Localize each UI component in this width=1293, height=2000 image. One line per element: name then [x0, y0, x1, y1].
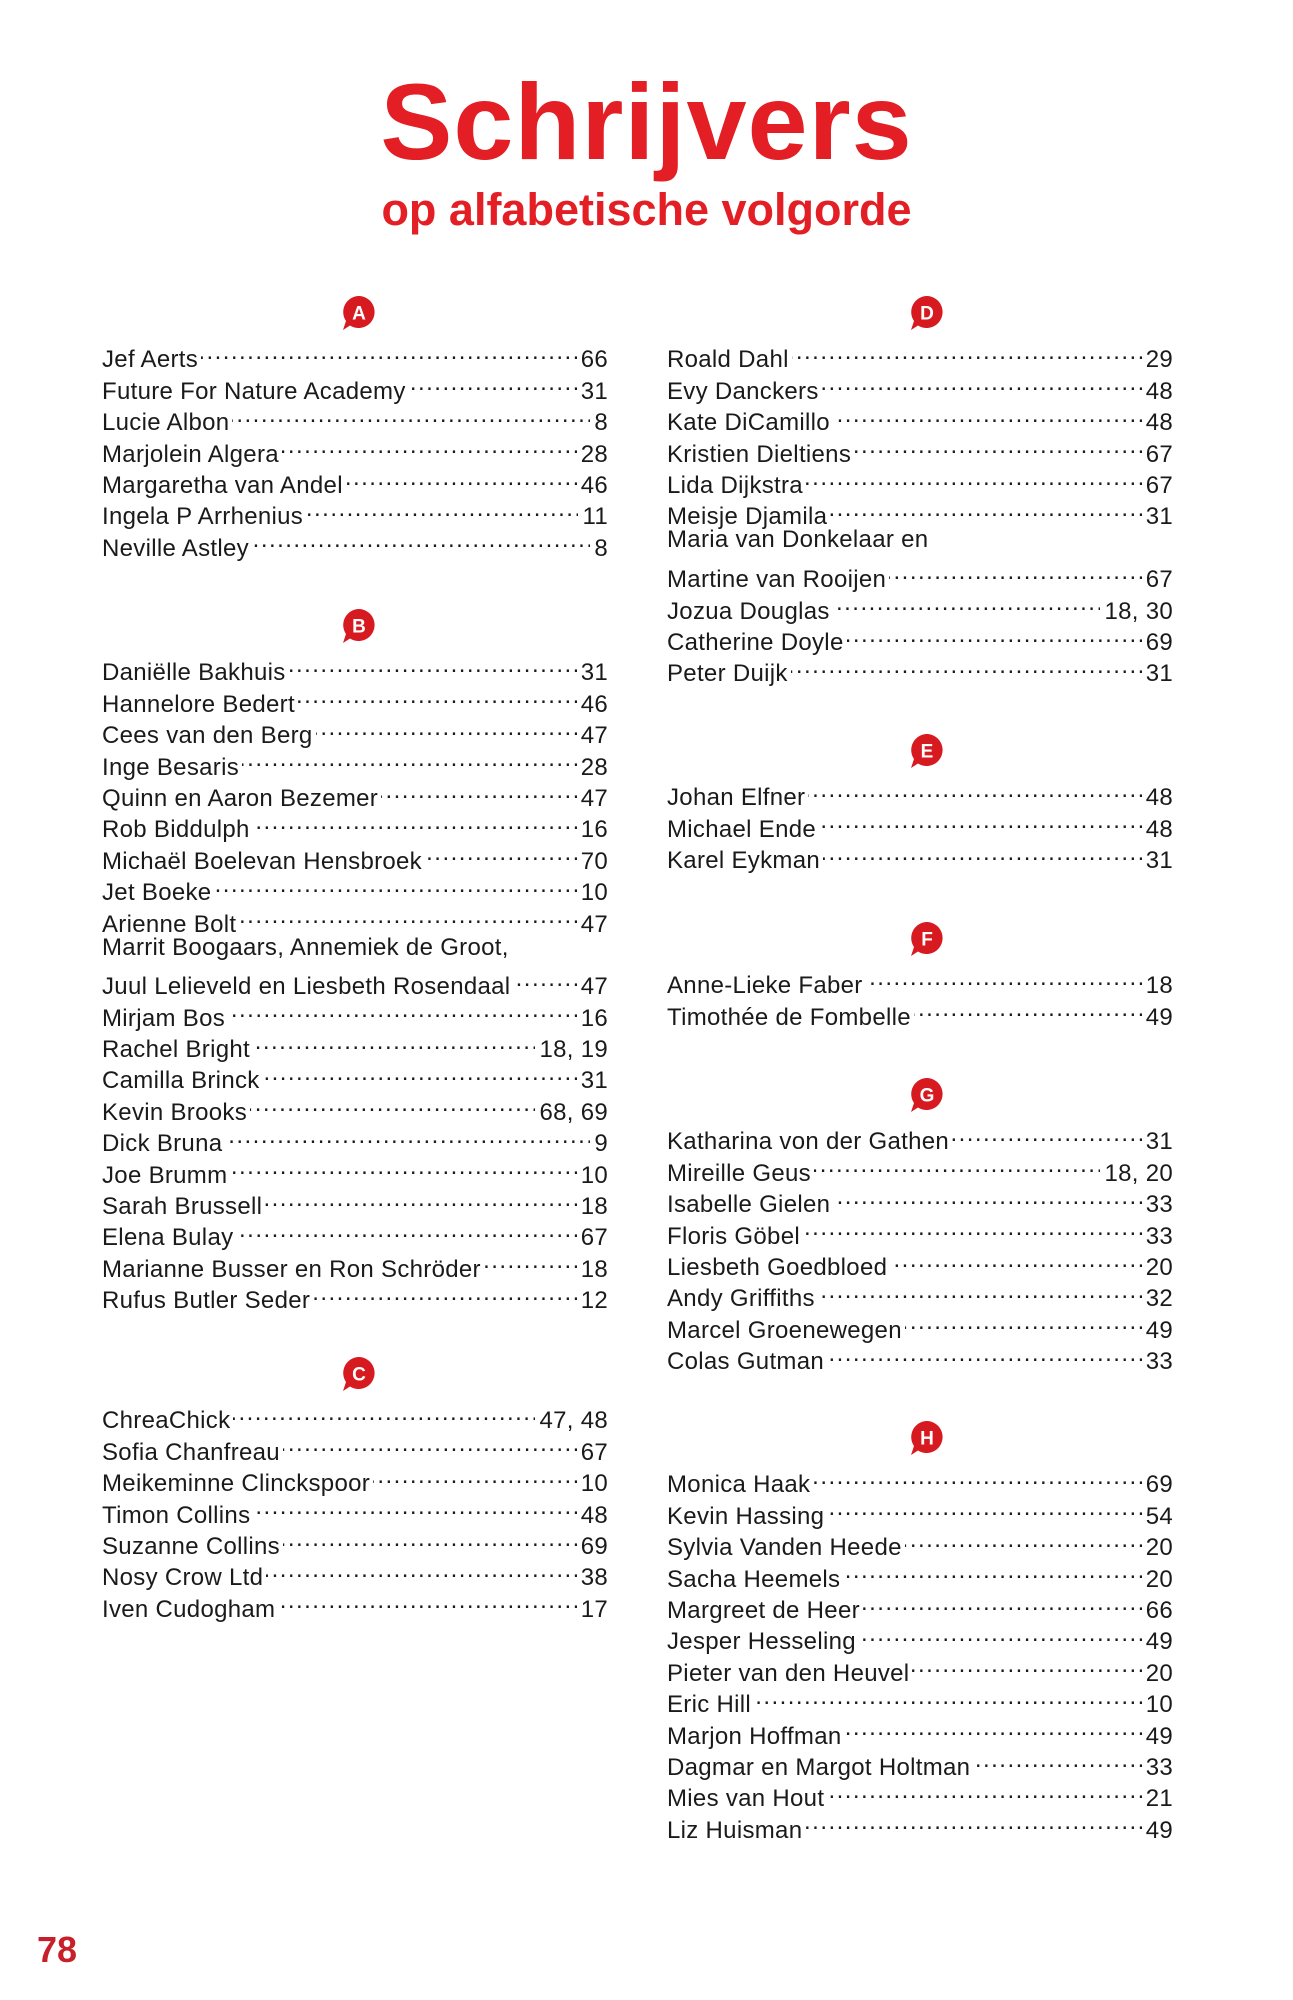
page-reference: 10	[580, 1470, 608, 1498]
page-reference: 47	[580, 910, 608, 938]
page-reference: 33	[1145, 1348, 1173, 1376]
author-name: Maria van Donkelaar en	[667, 526, 929, 554]
page-reference: 20	[1145, 1659, 1173, 1687]
page-reference: 68, 69	[539, 1098, 608, 1126]
dot-leader	[253, 806, 577, 837]
page-reference: 10	[1145, 1691, 1173, 1719]
page-reference: 69	[1145, 628, 1173, 656]
author-name: Sylvia Vanden Heede	[667, 1534, 902, 1562]
author-name: Future For Nature Academy	[102, 377, 406, 405]
dot-leader	[754, 1681, 1142, 1712]
dot-leader	[890, 1244, 1141, 1275]
dot-leader	[225, 1120, 590, 1151]
page-reference: 18, 19	[539, 1036, 608, 1064]
dot-leader	[266, 1554, 576, 1585]
dot-leader	[242, 743, 577, 774]
author-list	[667, 774, 1173, 875]
dot-leader	[232, 399, 590, 430]
page-reference: 18	[1145, 972, 1173, 1000]
author-entry	[667, 336, 1173, 374]
author-name: Evy Danckers	[667, 377, 819, 405]
page-reference: 49	[1145, 1816, 1173, 1844]
page-reference: 70	[580, 847, 608, 875]
author-name: Marrit Boogaars, Annemiek de Groot,	[102, 933, 509, 961]
dot-leader	[914, 993, 1142, 1024]
author-name: Suzanne Collins	[102, 1532, 280, 1560]
author-name: Isabelle Gielen	[667, 1191, 831, 1219]
author-list	[667, 336, 1173, 688]
author-name: Timon Collins	[102, 1501, 251, 1529]
dot-leader	[859, 1618, 1142, 1649]
page-reference: 18	[580, 1255, 608, 1283]
page-reference: 31	[1145, 1128, 1173, 1156]
dot-leader	[866, 962, 1142, 993]
page-reference: 16	[580, 816, 608, 844]
page-reference: 31	[580, 1067, 608, 1095]
dot-leader	[792, 336, 1142, 367]
author-entry	[667, 962, 1173, 1000]
page-reference: 31	[580, 659, 608, 687]
author-name: Kevin Brooks	[102, 1098, 247, 1126]
page-reference: 49	[1145, 1003, 1173, 1031]
letter-e-badge-icon	[907, 732, 943, 768]
dot-leader	[843, 1555, 1141, 1586]
page-reference: 67	[1145, 440, 1173, 468]
letter-f-badge-icon	[907, 920, 943, 956]
author-entry	[667, 774, 1173, 812]
author-name: Mies van Hout	[667, 1785, 825, 1813]
page-reference: 67	[1145, 566, 1173, 594]
author-name: Margaretha van Andel	[102, 471, 343, 499]
author-name: Arienne Bolt	[102, 910, 237, 938]
page-reference: 11	[582, 503, 608, 531]
dot-leader	[250, 1088, 535, 1119]
author-name: Rufus Butler Seder	[102, 1287, 311, 1315]
author-name: Marcel Groenewegen	[667, 1316, 902, 1344]
author-name: Mireille Geus	[667, 1159, 811, 1187]
author-list	[102, 649, 608, 1315]
dot-leader	[253, 1491, 576, 1522]
author-entry	[102, 649, 608, 687]
dot-leader	[833, 1181, 1141, 1212]
page-reference: 67	[1145, 471, 1173, 499]
author-name: Michael Ende	[667, 815, 817, 843]
page-title: Schrijvers	[380, 61, 913, 182]
dot-leader	[819, 805, 1142, 836]
page-reference: 8	[594, 409, 608, 437]
page-reference: 33	[1145, 1222, 1173, 1250]
dot-leader	[214, 869, 576, 900]
dot-leader	[854, 430, 1142, 461]
author-entry	[667, 556, 1173, 594]
page-reference: 33	[1145, 1753, 1173, 1781]
page-reference: 49	[1145, 1316, 1173, 1344]
page-reference: 31	[1145, 847, 1173, 875]
page-reference: 38	[580, 1564, 608, 1592]
dot-leader	[289, 649, 577, 680]
svg-text:D: D	[920, 303, 934, 325]
page-reference: 9	[594, 1130, 608, 1158]
author-name: Quinn en Aaron Bezemer	[102, 784, 379, 812]
dot-leader	[952, 1118, 1142, 1149]
author-name: Timothée de Fombelle	[667, 1003, 911, 1031]
author-name: Sofia Chanfreau	[102, 1438, 280, 1466]
dot-leader	[806, 462, 1142, 493]
author-name: Juul Lelieveld en Liesbeth Rosendaal	[102, 973, 511, 1001]
page-reference: 46	[580, 471, 608, 499]
author-name: Kate DiCamillo	[667, 409, 830, 437]
dot-leader	[973, 1744, 1141, 1775]
author-name: Ingela P Arrhenius	[102, 503, 304, 531]
author-name: Marjolein Algera	[102, 440, 279, 468]
dot-leader	[823, 837, 1142, 868]
author-name: Meikeminne Clinckspoor	[102, 1470, 371, 1498]
dot-leader	[845, 1712, 1142, 1743]
author-entry	[102, 336, 608, 374]
page-reference: 16	[580, 1004, 608, 1032]
page-reference: 18, 20	[1104, 1159, 1173, 1187]
letter-g-badge-icon	[907, 1076, 943, 1112]
author-name: Monica Haak	[667, 1471, 811, 1499]
page-reference: 10	[580, 879, 608, 907]
author-entry	[667, 1118, 1173, 1156]
author-name: Colas Gutman	[667, 1348, 824, 1376]
dot-leader	[833, 399, 1142, 430]
dot-leader	[484, 1245, 577, 1276]
author-name: Daniëlle Bakhuis	[102, 659, 286, 687]
author-name: Marjon Hoffman	[667, 1722, 842, 1750]
page-reference: 67	[580, 1438, 608, 1466]
dot-leader	[827, 1492, 1141, 1523]
dot-leader	[228, 994, 577, 1025]
dot-leader	[263, 1057, 577, 1088]
letter-d-badge-icon	[907, 294, 943, 330]
dot-leader	[425, 837, 577, 868]
dot-leader	[373, 1460, 577, 1491]
letter-h-badge-icon	[907, 1419, 943, 1455]
dot-leader	[808, 774, 1141, 805]
author-name: Nosy Crow Ltd	[102, 1564, 264, 1592]
dot-leader	[236, 1214, 576, 1245]
page-reference: 69	[1145, 1471, 1173, 1499]
page-reference: 47	[580, 973, 608, 1001]
author-name: Liesbeth Goedbloed	[667, 1253, 888, 1281]
author-list	[102, 336, 608, 562]
author-entry	[102, 932, 608, 963]
dot-leader	[346, 462, 577, 493]
page-reference: 28	[580, 753, 608, 781]
author-name: Elena Bulay	[102, 1224, 234, 1252]
author-name: Peter Duijk	[667, 660, 788, 688]
dot-leader	[306, 493, 578, 524]
author-name: Karel Eykman	[667, 847, 820, 875]
dot-leader	[905, 1524, 1142, 1555]
page-reference: 21	[1145, 1785, 1173, 1813]
dot-leader	[813, 1461, 1141, 1492]
author-name: Floris Göbel	[667, 1222, 800, 1250]
page-reference: 48	[1145, 784, 1173, 812]
page-reference: 48	[1145, 409, 1173, 437]
page-reference: 54	[1145, 1502, 1173, 1530]
page-reference: 49	[1145, 1628, 1173, 1656]
author-name: Pieter van den Heuvel	[667, 1659, 910, 1687]
author-name: Eric Hill	[667, 1691, 752, 1719]
author-name: Catherine Doyle	[667, 628, 844, 656]
dot-leader	[239, 900, 576, 931]
svg-text:A: A	[352, 303, 366, 325]
svg-text:G: G	[919, 1085, 935, 1107]
dot-leader	[313, 1277, 577, 1308]
page-reference: 67	[580, 1224, 608, 1252]
letter-b-badge-icon	[339, 607, 375, 643]
dot-leader	[282, 430, 577, 461]
page-reference: 17	[580, 1595, 608, 1623]
author-name: Dick Bruna	[102, 1130, 223, 1158]
author-entry	[102, 1397, 608, 1435]
svg-text:H: H	[920, 1428, 934, 1450]
dot-leader	[822, 367, 1142, 398]
dot-leader	[889, 556, 1142, 587]
author-name: Inge Besaris	[102, 753, 240, 781]
author-name: Lida Dijkstra	[667, 471, 803, 499]
author-list	[667, 1461, 1173, 1844]
author-name: Mirjam Bos	[102, 1004, 226, 1032]
dot-leader	[230, 1151, 576, 1182]
dot-leader	[283, 1523, 577, 1554]
author-name: Liz Huisman	[667, 1816, 803, 1844]
page-reference: 47, 48	[539, 1407, 608, 1435]
author-name: Michaël Boelevan Hensbroek	[102, 847, 422, 875]
dot-leader	[818, 1275, 1142, 1306]
author-name: Anne-Lieke Faber	[667, 972, 863, 1000]
author-name: Kristien Dieltiens	[667, 440, 852, 468]
author-name: Dagmar en Margot Holtman	[667, 1753, 971, 1781]
dot-leader	[791, 650, 1142, 681]
page-reference: 31	[1145, 503, 1173, 531]
author-name: Sarah Brussell	[102, 1193, 263, 1221]
author-name: Jet Boeke	[102, 879, 212, 907]
page-reference: 47	[580, 722, 608, 750]
dot-leader	[912, 1649, 1141, 1680]
page-reference: 29	[1145, 346, 1173, 374]
author-list	[102, 1397, 608, 1623]
dot-leader	[827, 1338, 1142, 1369]
author-name: Jef Aerts	[102, 346, 199, 374]
author-name: Camilla Brinck	[102, 1067, 260, 1095]
author-name: Iven Cudogham	[102, 1595, 276, 1623]
page-number: 78	[37, 1929, 78, 1970]
dot-leader	[381, 775, 577, 806]
author-name: Roald Dahl	[667, 346, 789, 374]
page-reference: 31	[580, 377, 608, 405]
dot-leader	[863, 1587, 1142, 1618]
author-name: Martine van Rooijen	[667, 566, 887, 594]
dot-leader	[252, 524, 590, 555]
page-reference: 20	[1145, 1253, 1173, 1281]
svg-text:B: B	[352, 616, 366, 638]
author-name: Johan Elfner	[667, 784, 806, 812]
dot-leader	[316, 712, 577, 743]
page-subtitle: op alfabetische volgorde	[381, 184, 912, 235]
page-reference: 18, 30	[1104, 597, 1173, 625]
author-name: Cees van den Berg	[102, 722, 313, 750]
author-list	[667, 962, 1173, 1031]
author-name: Margreet de Heer	[667, 1596, 860, 1624]
svg-text:C: C	[352, 1364, 366, 1386]
page-reference: 49	[1145, 1722, 1173, 1750]
author-name: Meisje Djamila	[667, 503, 828, 531]
page-reference: 10	[580, 1161, 608, 1189]
author-name: Neville Astley	[102, 534, 249, 562]
page-reference: 18	[580, 1193, 608, 1221]
page-reference: 48	[580, 1501, 608, 1529]
dot-leader	[233, 1397, 535, 1428]
author-name: Rob Biddulph	[102, 816, 250, 844]
page-reference: 66	[580, 346, 608, 374]
author-name: Kevin Hassing	[667, 1502, 825, 1530]
page-reference: 33	[1145, 1191, 1173, 1219]
author-name: Jesper Hesseling	[667, 1628, 856, 1656]
dot-leader	[278, 1585, 576, 1616]
author-entry	[667, 524, 1173, 555]
page-reference: 69	[580, 1532, 608, 1560]
dot-leader	[827, 1775, 1141, 1806]
author-entry	[667, 1461, 1173, 1499]
page-reference: 28	[580, 440, 608, 468]
page-reference: 32	[1145, 1285, 1173, 1313]
page-reference: 47	[580, 784, 608, 812]
dot-leader	[805, 1806, 1141, 1837]
dot-leader	[283, 1428, 577, 1459]
dot-leader	[265, 1183, 576, 1214]
author-name: Andy Griffiths	[667, 1285, 815, 1313]
author-list	[667, 1118, 1173, 1376]
author-entry	[102, 963, 608, 1001]
author-name: Sacha Heemels	[667, 1565, 841, 1593]
dot-leader	[298, 680, 577, 711]
page-reference: 8	[594, 534, 608, 562]
dot-leader	[253, 1026, 535, 1057]
dot-leader	[905, 1306, 1142, 1337]
page-reference: 20	[1145, 1565, 1173, 1593]
author-name: Katharina von der Gathen	[667, 1128, 950, 1156]
author-name: Hannelore Bedert	[102, 690, 295, 718]
dot-leader	[409, 367, 577, 398]
svg-text:F: F	[921, 929, 933, 951]
dot-leader	[847, 619, 1142, 650]
page-reference: 48	[1145, 815, 1173, 843]
author-name: Joe Brumm	[102, 1161, 228, 1189]
dot-leader	[833, 587, 1101, 618]
letter-c-badge-icon	[339, 1355, 375, 1391]
author-name: Marianne Busser en Ron Schröder	[102, 1255, 481, 1283]
page-reference: 20	[1145, 1534, 1173, 1562]
dot-leader	[803, 1212, 1142, 1243]
letter-a-badge-icon	[339, 294, 375, 330]
dot-leader	[814, 1149, 1101, 1180]
page-reference: 46	[580, 690, 608, 718]
author-name: ChreaChick	[102, 1407, 231, 1435]
page-reference: 12	[580, 1287, 608, 1315]
dot-leader	[830, 493, 1141, 524]
author-name: Rachel Bright	[102, 1036, 250, 1064]
page-reference: 66	[1145, 1596, 1173, 1624]
page-reference: 31	[1145, 660, 1173, 688]
dot-leader	[201, 336, 577, 367]
dot-leader	[513, 963, 576, 994]
author-name: Jozua Douglas	[667, 597, 830, 625]
author-name: Lucie Albon	[102, 409, 230, 437]
svg-text:E: E	[920, 741, 934, 763]
page-reference: 48	[1145, 377, 1173, 405]
